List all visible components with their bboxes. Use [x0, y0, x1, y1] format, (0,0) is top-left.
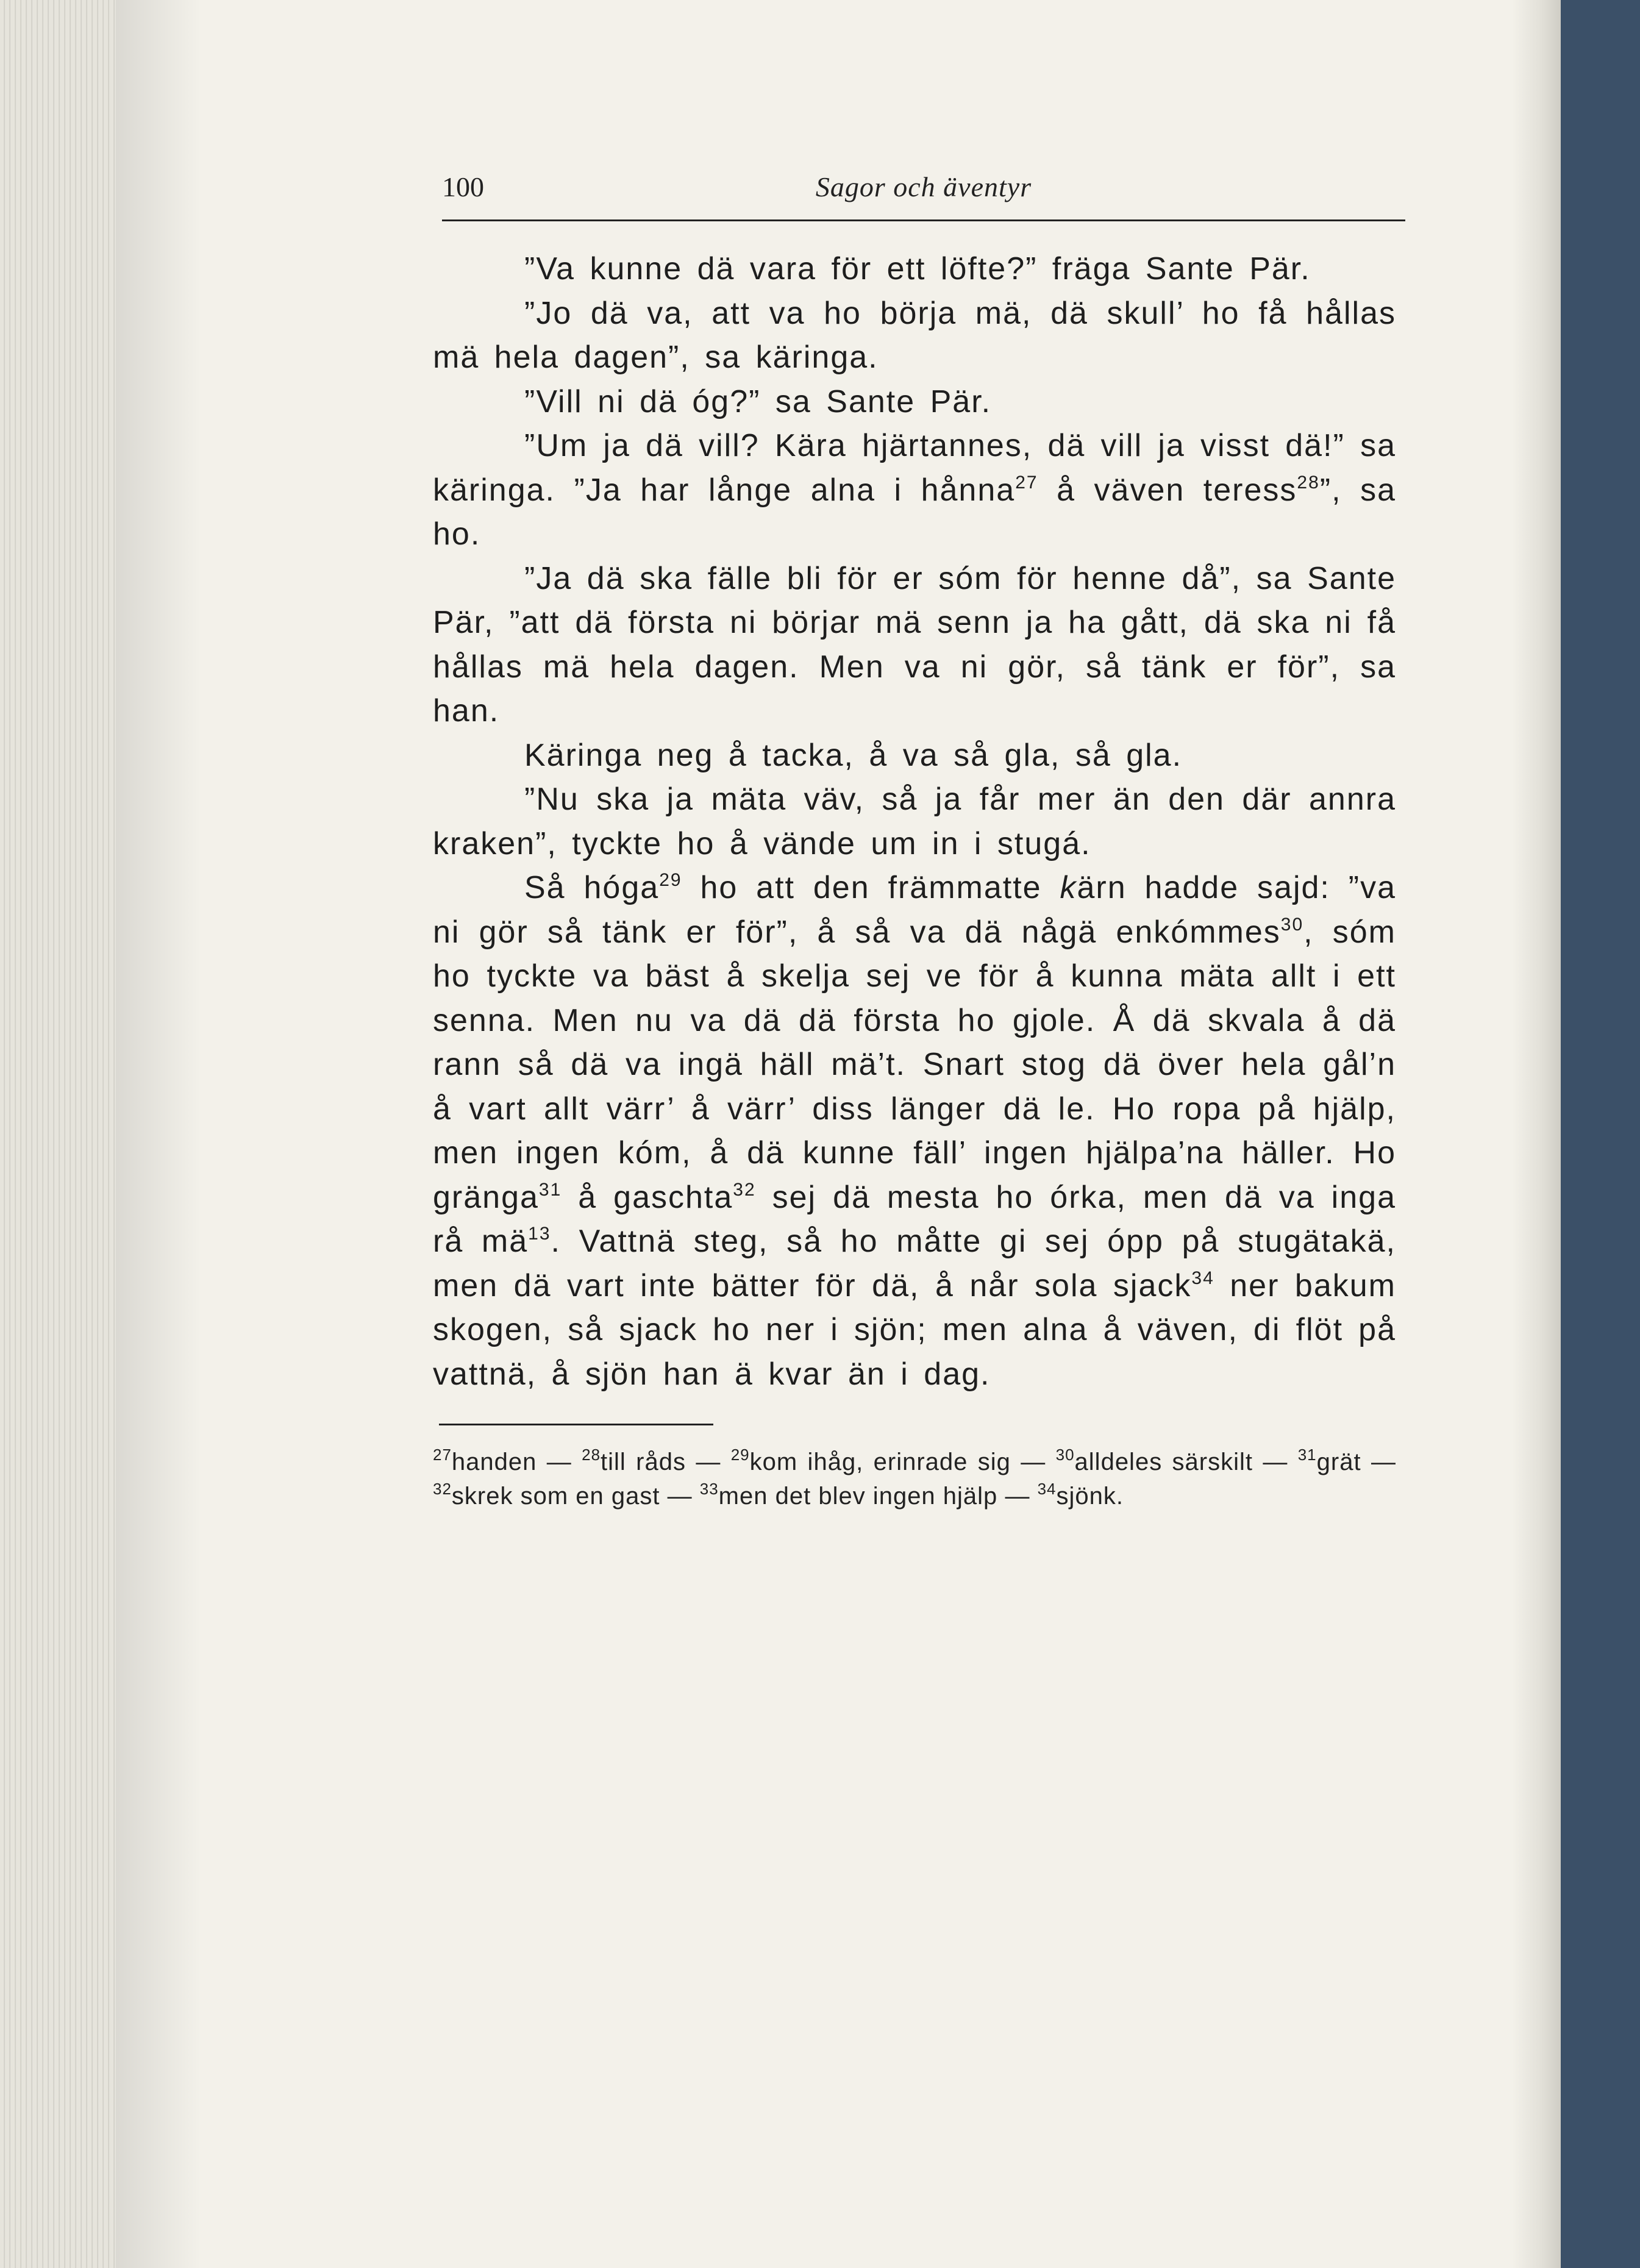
footnote-separator: — — [667, 1483, 693, 1510]
footnote-number: 28 — [582, 1446, 601, 1464]
paragraph: Käringa neg å tacka, å va så gla, så gla. — [524, 737, 1183, 773]
footnote-ref: 13 — [528, 1224, 551, 1244]
gutter-shadow — [116, 0, 201, 2268]
footnote-ref: 27 — [1015, 472, 1038, 493]
body-text — [433, 247, 1396, 1396]
running-title: Sagor och äventyr — [815, 171, 1032, 202]
footnotes — [433, 1445, 1396, 1513]
text-run: ärn hadde sajd: ”va ni gör så tänk er för”, å så va dä någä enkómmes — [433, 870, 1397, 950]
footnote-number: 32 — [433, 1480, 452, 1498]
footnote-text: alldeles särskilt — [1074, 1449, 1253, 1475]
paragraph — [433, 866, 1396, 1396]
page-right-edge — [1512, 0, 1561, 2268]
text-run: ner bakum skogen, så sjack ho ner i sjön; men alna å väven, di flöt på vattnä, å sjön han ä kvar än i dag. — [433, 1268, 1396, 1392]
footnote-ref: 34 — [1191, 1268, 1214, 1288]
footnote-separator: — — [1371, 1449, 1396, 1475]
text-run: sej dä mesta ho órka, men dä va inga rå mä — [433, 1179, 1396, 1259]
paragraph: ”Ja dä ska fälle bli för er sóm för henne då”, sa Sante Pär, ”att dä första ni börjar mä senn ja ha gått, dä ska ni få hållas mä hela dagen. Men va ni gör, så tänk er för”, sa han. — [433, 560, 1396, 729]
footnote-separator: — — [1021, 1449, 1046, 1475]
footnote-number: 27 — [433, 1446, 452, 1464]
footnote-number: 31 — [1297, 1446, 1317, 1464]
text-run: ho att den främmatte — [682, 870, 1060, 905]
paragraph: ”Nu ska ja mäta väv, så ja får mer än den där annra kraken”, tyckte ho å vände um in i stugá. — [433, 782, 1396, 861]
footnote-ref: 30 — [1280, 914, 1304, 935]
footnote-text: grät — [1316, 1449, 1361, 1475]
footnote-ref: 28 — [1297, 472, 1320, 493]
text-run: ”Um ja dä vill? Kära hjärtannes, dä vill ja visst dä!” sa käringa. ”Ja har långe alna i hånna — [433, 428, 1396, 508]
footnote-ref: 31 — [538, 1179, 562, 1200]
running-header — [442, 165, 1405, 221]
text-run: . Vattnä steg, så ho måtte gi sej ópp på stugätakä, men dä vart inte bätter för dä, å når sola sjack — [433, 1224, 1397, 1303]
paragraph: ”Va kunne dä vara för ett löfte?” fräga Sante Pär. — [524, 251, 1311, 287]
footnote-number: 30 — [1055, 1446, 1075, 1464]
footnote-number: 29 — [730, 1446, 750, 1464]
italic-text: k — [1060, 870, 1077, 905]
footnote-ref: 29 — [659, 870, 682, 890]
page-number: 100 — [442, 171, 484, 202]
footnote-text: handen — [451, 1449, 537, 1475]
footnote-text: kom ihåg, erinrade sig — [749, 1449, 1011, 1475]
paragraph: ”Jo dä va, att va ho börja mä, dä skull’ ho få hållas mä hela dagen”, sa käringa. — [433, 295, 1396, 375]
footnote-separator: — — [1005, 1483, 1030, 1510]
paragraph: ”Vill ni dä óg?” sa Sante Pär. — [524, 383, 992, 419]
footnote-rule — [439, 1424, 713, 1425]
footnote-number: 33 — [699, 1480, 719, 1498]
book-cover-edge — [1549, 0, 1640, 2268]
footnote-text: men det blev ingen hjälp — [718, 1483, 998, 1510]
text-run: , sóm ho tyckte va bäst å skelja sej ve för å kunna mäta allt i ett senna. Men nu va dä dä första ho gjole. Å dä skvala å dä rann så dä va ingä häll mä’t. Snart stog dä över hela gål’n å vart allt värr’ å värr’ diss länger dä le. Ho ropa på hjälp, men ingen kóm, å dä kunne fäll’ ingen hjälpa’na häller. Ho gränga — [433, 914, 1396, 1215]
paragraph — [433, 424, 1396, 557]
footnote-separator: — — [696, 1449, 721, 1475]
footnote-separator: — — [1263, 1449, 1288, 1475]
text-run: Så hóga — [524, 870, 660, 905]
text-run: ”, sa ho. — [433, 472, 1396, 552]
page-stack-edges — [0, 0, 116, 2268]
text-run: å gaschta — [562, 1179, 733, 1215]
footnote-text: skrek som en gast — [451, 1483, 660, 1510]
footnote-text: sjönk. — [1056, 1483, 1124, 1510]
footnote-separator: — — [546, 1449, 572, 1475]
text-run: å väven teress — [1038, 472, 1297, 508]
footnote-ref: 32 — [733, 1179, 756, 1200]
footnote-text: till råds — [601, 1449, 686, 1475]
footnote-number: 34 — [1037, 1480, 1057, 1498]
